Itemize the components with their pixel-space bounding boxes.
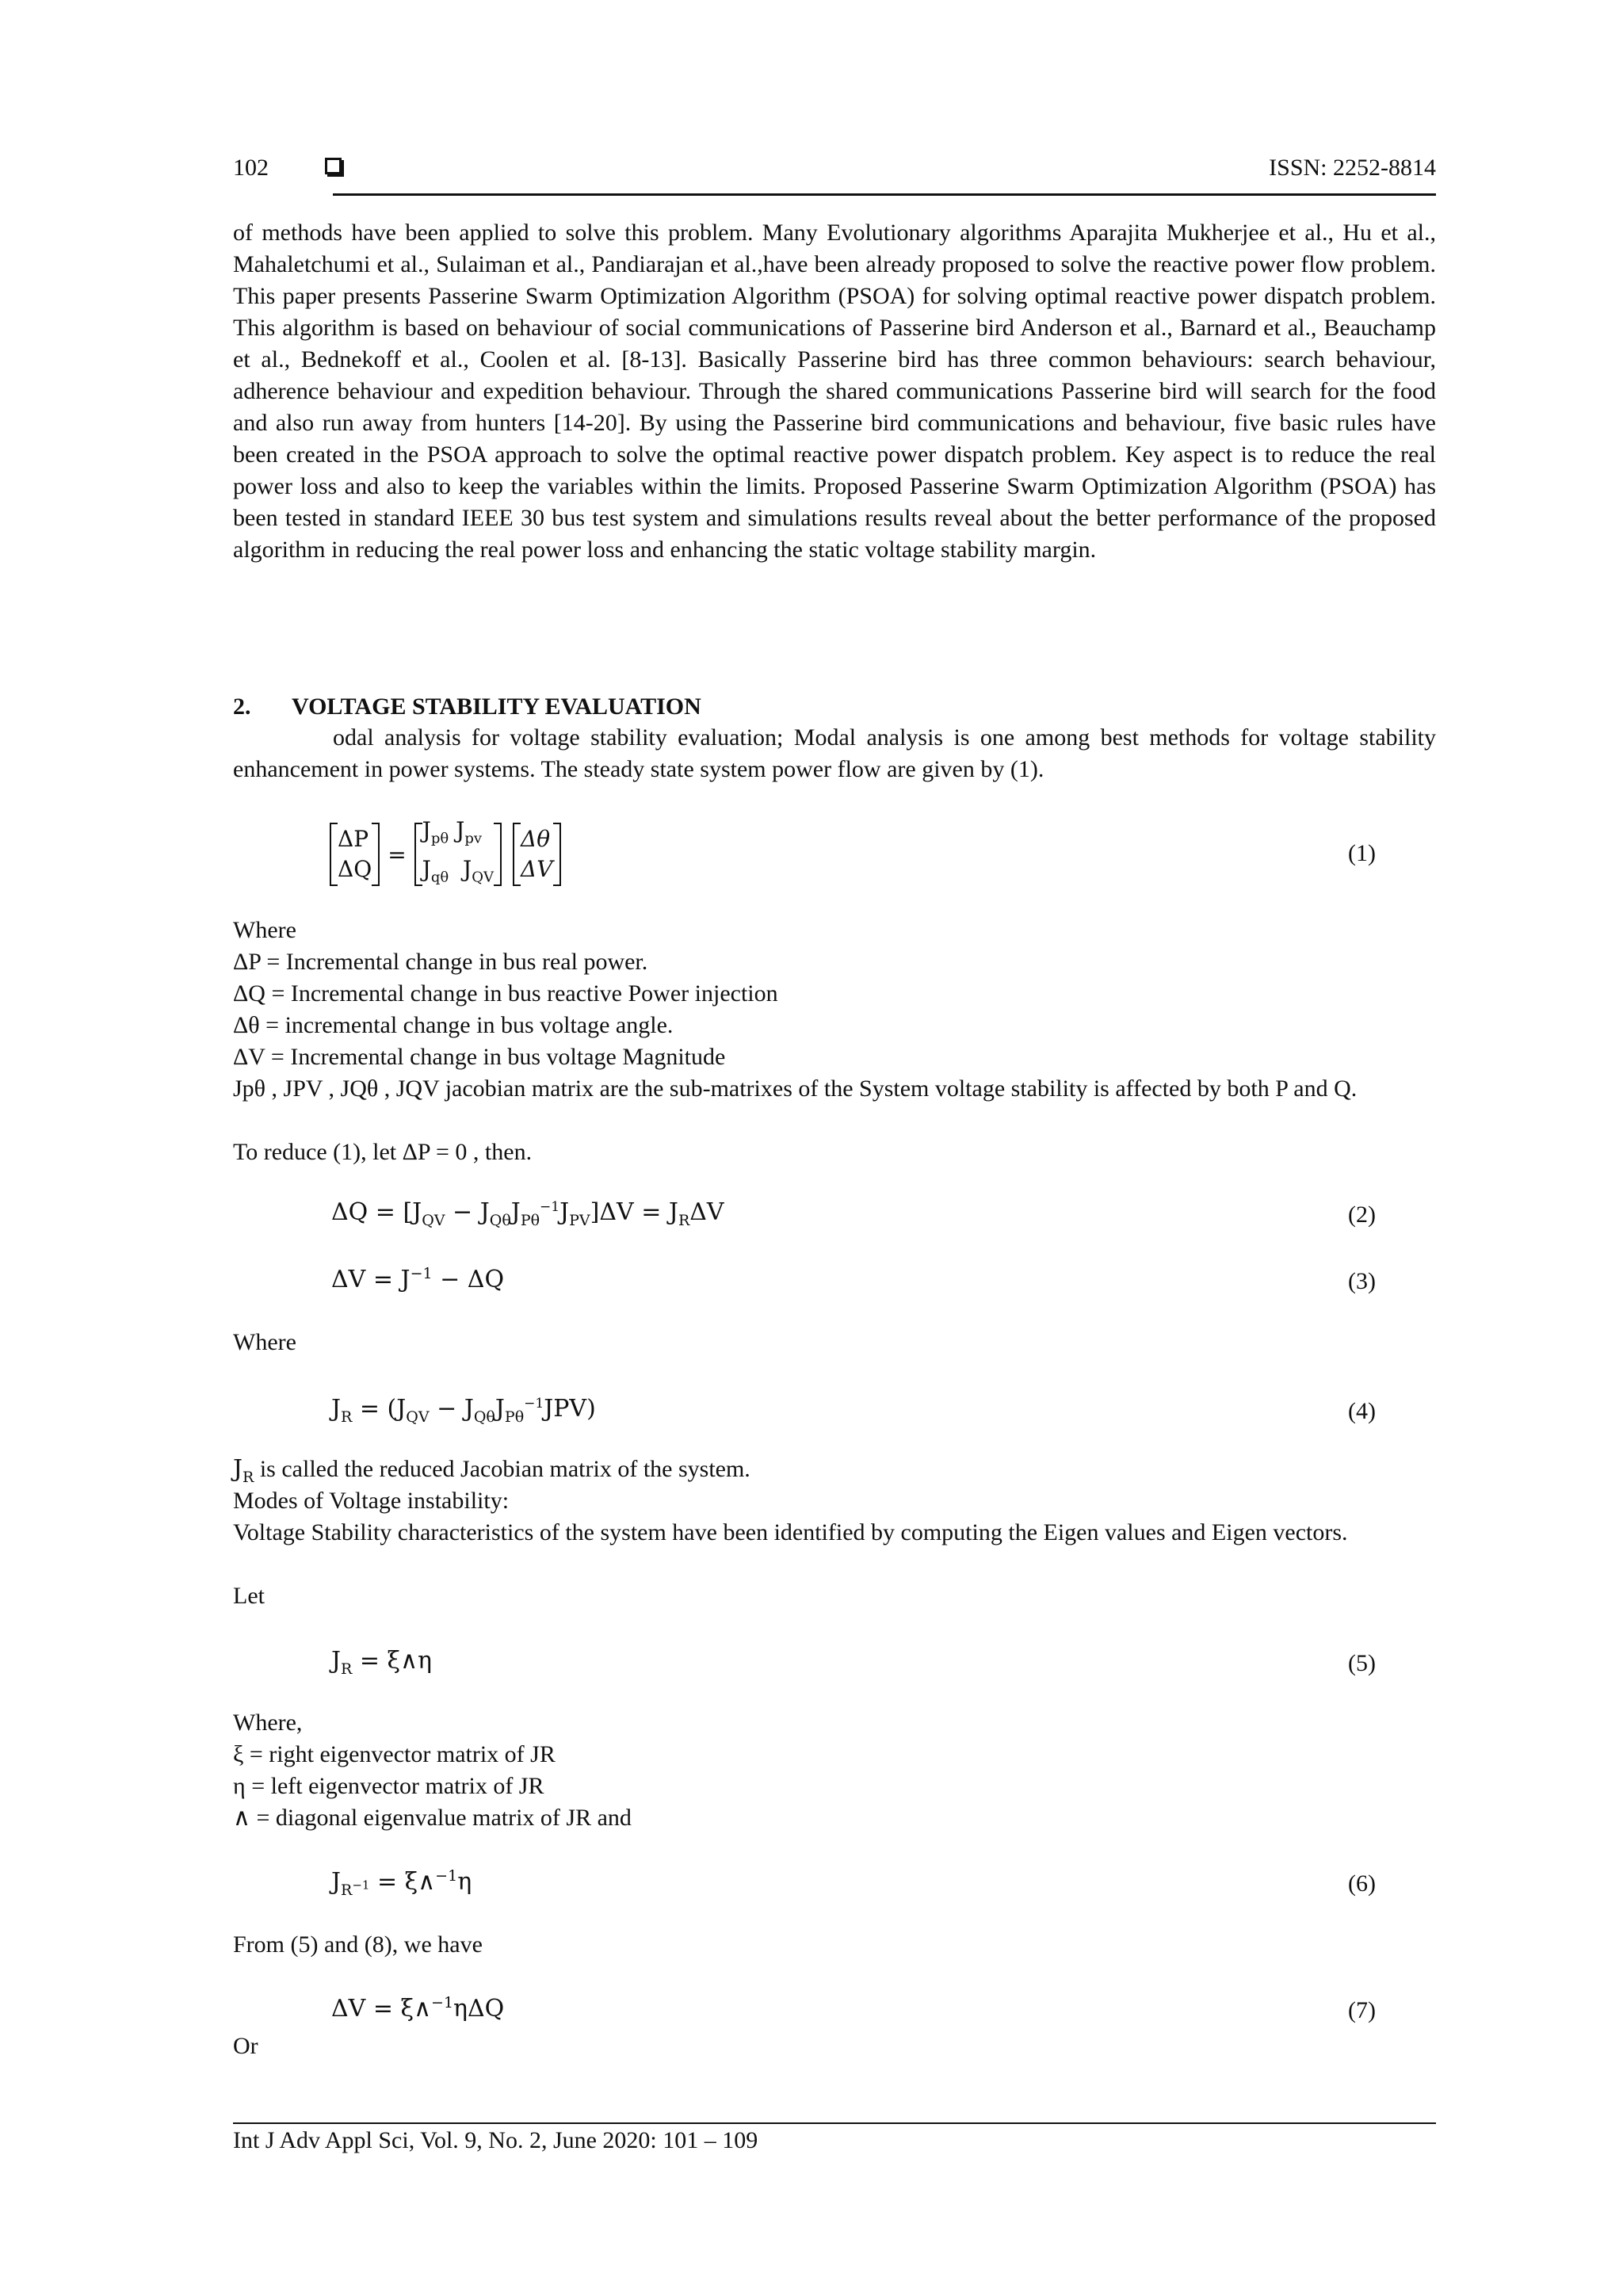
section-intro: odal analysis for voltage stability evaluation; Modal analysis is one among best methods for voltage stability enhancement in power systems. The steady state system power flow are given by (1). <box>233 724 1436 782</box>
where-label-2: Where <box>233 1329 296 1355</box>
intro-paragraph: of methods have been applied to solve this problem. Many Evolutionary algorithms Aparajita Mukherjee et al., Hu et al., Mahaletchumi et al., Sulaiman et al., Pandiarajan et al.,have been already proposed to solve the reactive power flow problem. This paper presents Passerine Swarm Optimization Algorithm (PSOA) for solving optimal reactive power dispatch problem. This algorithm is based on behaviour of social communications of Passerine bird Anderson et al., Barnard et al., Beauchamp et al., Bednekoff et al., Coolen et al. [8-13]. Basically Passerine bird has three common behaviours: search behaviour, adherence behaviour and expedition behaviour. Through the shared communications Passerine bird will search for the food and also run away from hunters [14-20]. By using the Passerine bird communications and behaviour, five basic rules have been created in the PSOA approach to solve the optimal reactive power dispatch problem. Key aspect is to reduce the real power loss and also to keep the variables within the limits. Proposed Passerine Swarm Optimization Algorithm (PSOA) has been tested in standard IEEE 30 bus test system and simulations results reveal about the better performance of the proposed algorithm in reducing the real power loss and enhancing the static voltage stability margin. <box>233 220 1436 563</box>
equation-3-number: (3) <box>1348 1268 1376 1294</box>
equation-5: $J_R$ = ξ∧η <box>331 1647 433 1678</box>
square-bullet-icon <box>325 158 342 174</box>
reduce-note: To reduce (1), let ΔP = 0 , then. <box>233 1139 533 1165</box>
equation-2-number: (2) <box>1348 1201 1376 1228</box>
issn-label: ISSN: 2252-8814 <box>1269 155 1436 181</box>
equation-4-number: (4) <box>1348 1398 1376 1424</box>
definition-dq: ΔQ = Incremental change in bus reactive Power injection <box>233 980 778 1007</box>
stability-paragraph: Voltage Stability characteristics of the system have been identified by computing the Eigen values and Eigen vectors. <box>233 1519 1348 1545</box>
equation-7-number: (7) <box>1348 1997 1376 2023</box>
page-header <box>233 155 1436 194</box>
section-title: VOLTAGE STABILITY EVALUATION <box>292 693 701 720</box>
where-label-3: Where, <box>233 1710 303 1736</box>
equation-2: $\Delta Q = [J_{QV} - J_{Q\theta}J_{P\theta}^{-1}J_{PV}]\Delta V = J_R\Delta V$ <box>331 1198 724 1229</box>
definition-lambda: ∧ = diagonal eigenvalue matrix of JR and <box>233 1805 632 1831</box>
jr-note: $J_R$ is called the reduced Jacobian matrix of the system. <box>233 1455 750 1486</box>
equation-4: $J_R = (J_{QV} - J_{Q\theta}J_{P\theta}^{-1}JPV)$ <box>331 1395 596 1426</box>
from-note: From (5) and (8), we have <box>233 1931 483 1958</box>
definition-eta: η = left eigenvector matrix of JR <box>233 1773 544 1799</box>
equation-1: ΔP ΔQ = $J_{p\theta}$ $J_{pv}$ $J_{q\theta}$ $J_{QV}$ Δθ ΔV <box>330 821 561 888</box>
definition-dv: ΔV = Incremental change in bus voltage Magnitude <box>233 1044 726 1070</box>
jacobian-note: Jpθ , JPV , JQθ , JQV jacobian matrix are the sub-matrixes of the System voltage stability is affected by both P and Q. <box>233 1075 1358 1102</box>
jacobian-matrix: $J_{p\theta}$ $J_{pv}$ $J_{q\theta}$ $J_{QV}$ <box>414 821 502 888</box>
let-label: Let <box>233 1583 265 1609</box>
equation-1-number: (1) <box>1348 840 1376 866</box>
definition-dtheta: Δθ = incremental change in bus voltage angle. <box>233 1012 674 1038</box>
page-footer: Int J Adv Appl Sci, Vol. 9, No. 2, June 2020: 101 – 109 <box>233 2127 758 2153</box>
section-heading <box>233 693 701 720</box>
equation-3: $\Delta V = J^{-1} - \Delta Q$ <box>331 1265 505 1293</box>
footer-rule <box>233 2122 1436 2124</box>
equation-6: $J_{R^{-1}}$ = ξ∧$^{-1}$η <box>331 1867 472 1899</box>
rhs-vector: Δθ ΔV <box>513 821 560 888</box>
section-number: 2. <box>233 693 251 720</box>
page-number: 102 <box>233 155 269 181</box>
definition-dp: ΔP = Incremental change in bus real power. <box>233 949 648 975</box>
definition-xi: ξ = right eigenvector matrix of JR <box>233 1741 556 1767</box>
or-label: Or <box>233 2033 258 2059</box>
header-rule <box>333 193 1436 196</box>
equation-5-number: (5) <box>1348 1650 1376 1676</box>
equation-7: ΔV = ξ∧$^{-1}$ηΔQ <box>331 1994 505 2023</box>
lhs-vector: ΔP ΔQ <box>330 821 380 888</box>
modes-heading: Modes of Voltage instability: <box>233 1488 510 1514</box>
where-label-1: Where <box>233 917 296 943</box>
equation-6-number: (6) <box>1348 1870 1376 1897</box>
